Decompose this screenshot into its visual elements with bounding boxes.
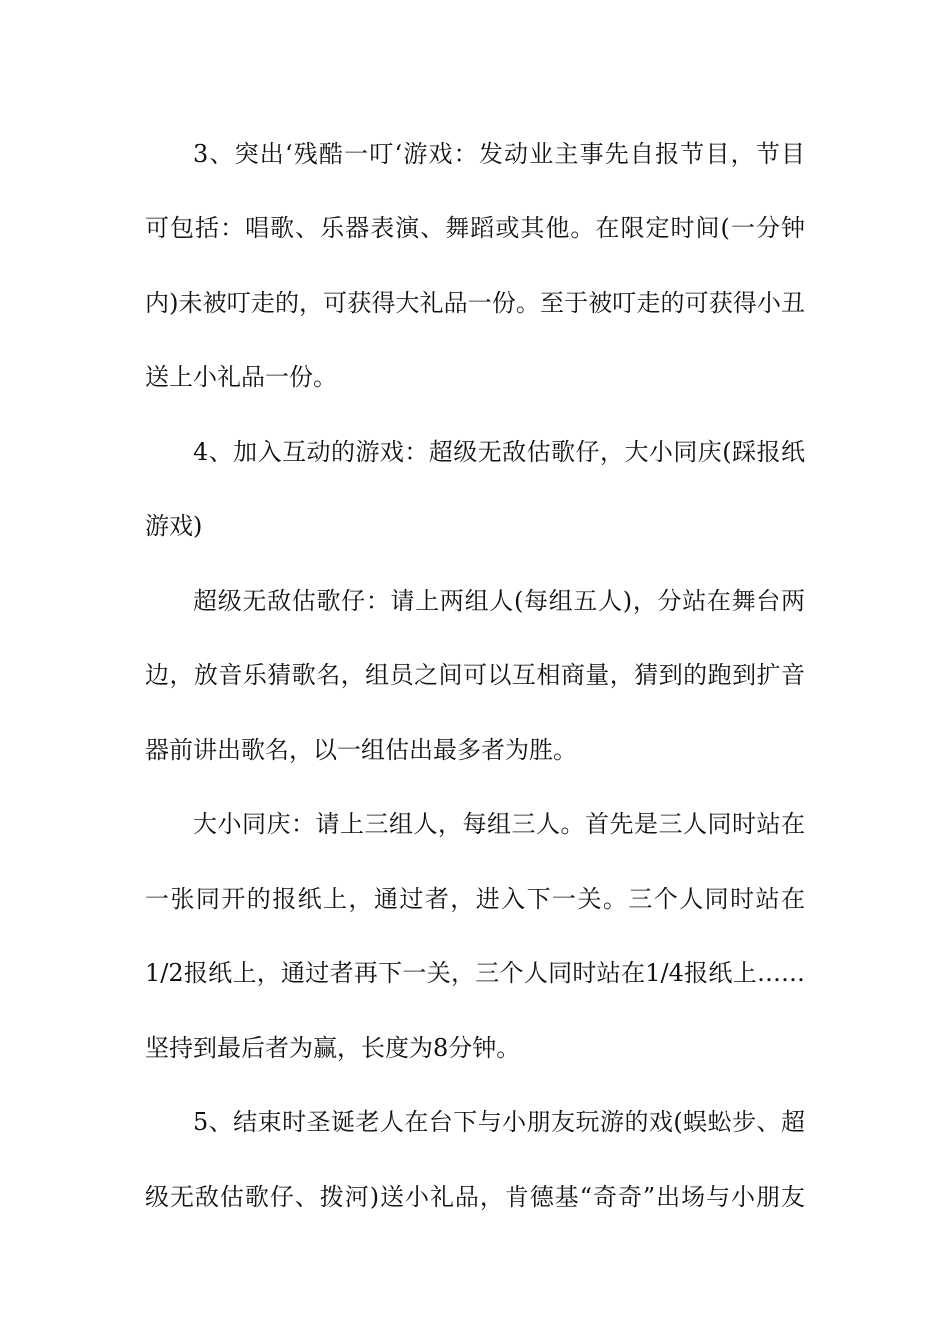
paragraph-line: 一张同开的报纸上，通过者，进入下一关。三个人同时站在 <box>145 885 805 913</box>
paragraph-line: 器前讲出歌名，以一组估出最多者为胜。 <box>145 736 577 764</box>
paragraph-line: 可包括：唱歌、乐器表演、舞蹈或其他。在限定时间(一分钟 <box>145 214 805 242</box>
paragraph-line: 送上小礼品一份。 <box>145 363 337 391</box>
paragraph-line: 4、加入互动的游戏：超级无敌估歌仔，大小同庆(踩报纸 <box>193 438 805 466</box>
paragraph-line: 级无敌估歌仔、拨河)送小礼品，肯德基“奇奇”出场与小朋友 <box>145 1183 805 1211</box>
paragraph-line: 1/2报纸上，通过者再下一关，三个人同时站在1/4报纸上…… <box>145 959 805 987</box>
paragraph-line: 边，放音乐猜歌名，组员之间可以互相商量，猜到的跑到扩音 <box>145 661 805 689</box>
paragraph-line: 超级无敌估歌仔：请上两组人(每组五人)，分站在舞台两 <box>193 587 805 615</box>
paragraph-line: 5、结束时圣诞老人在台下与小朋友玩游的戏(蜈蚣步、超 <box>193 1108 805 1136</box>
paragraph-line: 游戏) <box>145 512 203 540</box>
paragraph-line: 内)未被叮走的，可获得大礼品一份。至于被叮走的可获得小丑 <box>145 289 805 317</box>
paragraph-line: 大小同庆：请上三组人，每组三人。首先是三人同时站在 <box>193 810 805 838</box>
paragraph-line: 坚持到最后者为赢，长度为8分钟。 <box>145 1034 521 1062</box>
paragraph-line: 3、突出‘残酷一叮‘游戏：发动业主事先自报节目，节目 <box>193 140 805 168</box>
